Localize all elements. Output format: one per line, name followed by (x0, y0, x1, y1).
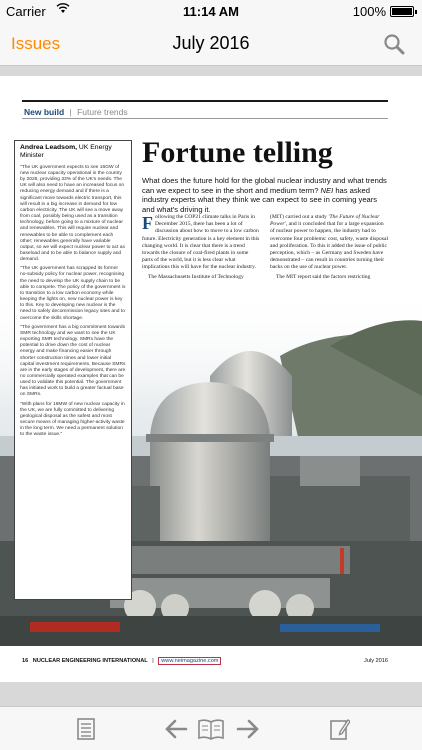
sidebar-paragraph: "The UK government expects to see 16GW of new nuclear capacity operational in the country by 2025, providing 33% of the UK's needs. The UK will also need to have an increased focus on reducing energy demand and if there is a significant move towards electric transport, this will result in a big increase in demand for low carbon electricity. The UK will see a move away from coal, possibly being used as a transition technology, before going to a mixture of nuclear and renewables. This will require nuclear and renewables to be able to complement each other; renewables generally have variable output, so we will expect nuclear power to act as baseload and to be able to balance supply and demand. (20, 164, 125, 263)
article-column-2 (270, 214, 388, 283)
drop-cap: F (142, 213, 153, 233)
body-text: (MIT) carried out a study (270, 214, 329, 220)
magazine-viewer[interactable] (0, 66, 422, 706)
issues-back-button[interactable]: Issues (11, 34, 61, 53)
footer-separator: | (152, 658, 154, 664)
issue-date: July 2016 (364, 658, 388, 664)
sidebar-heading (20, 144, 126, 161)
body-text: , and it concluded that for a large expansion of nuclear power to happen, the industry had to overcome four problems: cost, safety, waste disposal and proliferation. To this it added the issue of public perception, which – as Germany and Sweden have demonstrated – can result in countries turning their backs on the use of nuclear power. (270, 221, 389, 271)
standfirst-italic: NEI (320, 185, 334, 195)
sidebar-body (20, 165, 126, 439)
body-text: The Massachusetts Institute of Technology (148, 273, 244, 280)
section-label: New build | Future trends (24, 107, 128, 117)
article-standfirst (142, 176, 388, 214)
status-bar (0, 0, 422, 22)
book-icon[interactable] (197, 715, 225, 743)
section-name: New build (24, 107, 65, 117)
carrier-label: Carrier (6, 4, 46, 19)
magazine-page[interactable] (0, 76, 422, 682)
page-number: 16 (22, 658, 29, 664)
clock: 11:14 AM (183, 4, 239, 19)
battery-icon (390, 6, 414, 17)
divider (22, 100, 388, 102)
pencil-icon[interactable] (326, 715, 354, 743)
divider (22, 118, 388, 119)
article-headline: Fortune telling (142, 136, 333, 169)
standfirst-text: has asked industry experts what they think we can expect to see in coming years and what's driving it. (142, 185, 378, 214)
sidebar-paragraph: "The UK government has scrapped its former no-subsidy policy for nuclear power, recognising the need to develop the UK supply chain to be able to compete. The policy of the government is to transition to a low carbon economy while keeping the lights on, new nuclear power is key to this. Key to developing new nuclear is the need to safely decommission legacy sites and to overcome the skills shortage. (20, 266, 126, 321)
bottom-toolbar (0, 706, 422, 750)
sidebar-paragraph: "With plans for 16MW of new nuclear capacity in the UK, we are fully committed to delivering geological disposal as the safest and most secure means of managing higher-activity waste in the long term. We need a permanent solution to the waste issue." (20, 401, 125, 438)
nav-bar (0, 22, 422, 66)
article-column-1 (142, 214, 260, 283)
body-text-italic: 'The Future of Nuclear Power' (270, 214, 380, 228)
body-text: ollowing the COP21 climate talks in Paris in December 2015, there has been a lot of discussion about how to move to a low carbon future. Electricity generation is a key element in this changing world. It is clear that there is a trend towards the closure of coal-fired plants in some parts of the world, but it is less clear what implications this will have for the nuclear industry. (142, 214, 260, 271)
quote-sidebar (14, 140, 132, 600)
sidebar-role: UK Energy Minister (20, 144, 112, 160)
magazine-url-link[interactable]: www.neimagazine.com (158, 657, 221, 665)
standfirst-text: What does the future hold for the global nuclear industry and what trends can we expect to see in the short and medium term? (142, 176, 387, 195)
sidebar-paragraph: "The government has a big commitment towards SMR technology and we want to see the UK exporting SMR technology. SMRs have the potential to drive down the cost of nuclear energy and make financing easier through shorter construction times and lower initial capital investment requirements. Because SMRs are in the early stages of development, there are no commercially operated examples that can be used to validate this potential. The government has initiated work to build a greater factual base on SMRs. (20, 324, 126, 398)
body-text: The MIT report said the factors restricting (276, 273, 371, 280)
section-subname: Future trends (77, 107, 128, 117)
search-icon[interactable] (382, 32, 406, 56)
arrow-right-icon[interactable] (234, 715, 262, 743)
sidebar-name: Andrea Leadsom, (20, 144, 78, 151)
battery-percent: 100% (352, 4, 386, 19)
list-icon[interactable] (72, 715, 100, 743)
nav-title: July 2016 (172, 33, 250, 53)
magazine-name: NUCLEAR ENGINEERING INTERNATIONAL (32, 658, 148, 664)
arrow-left-icon[interactable] (162, 715, 190, 743)
page-footer (22, 658, 388, 670)
